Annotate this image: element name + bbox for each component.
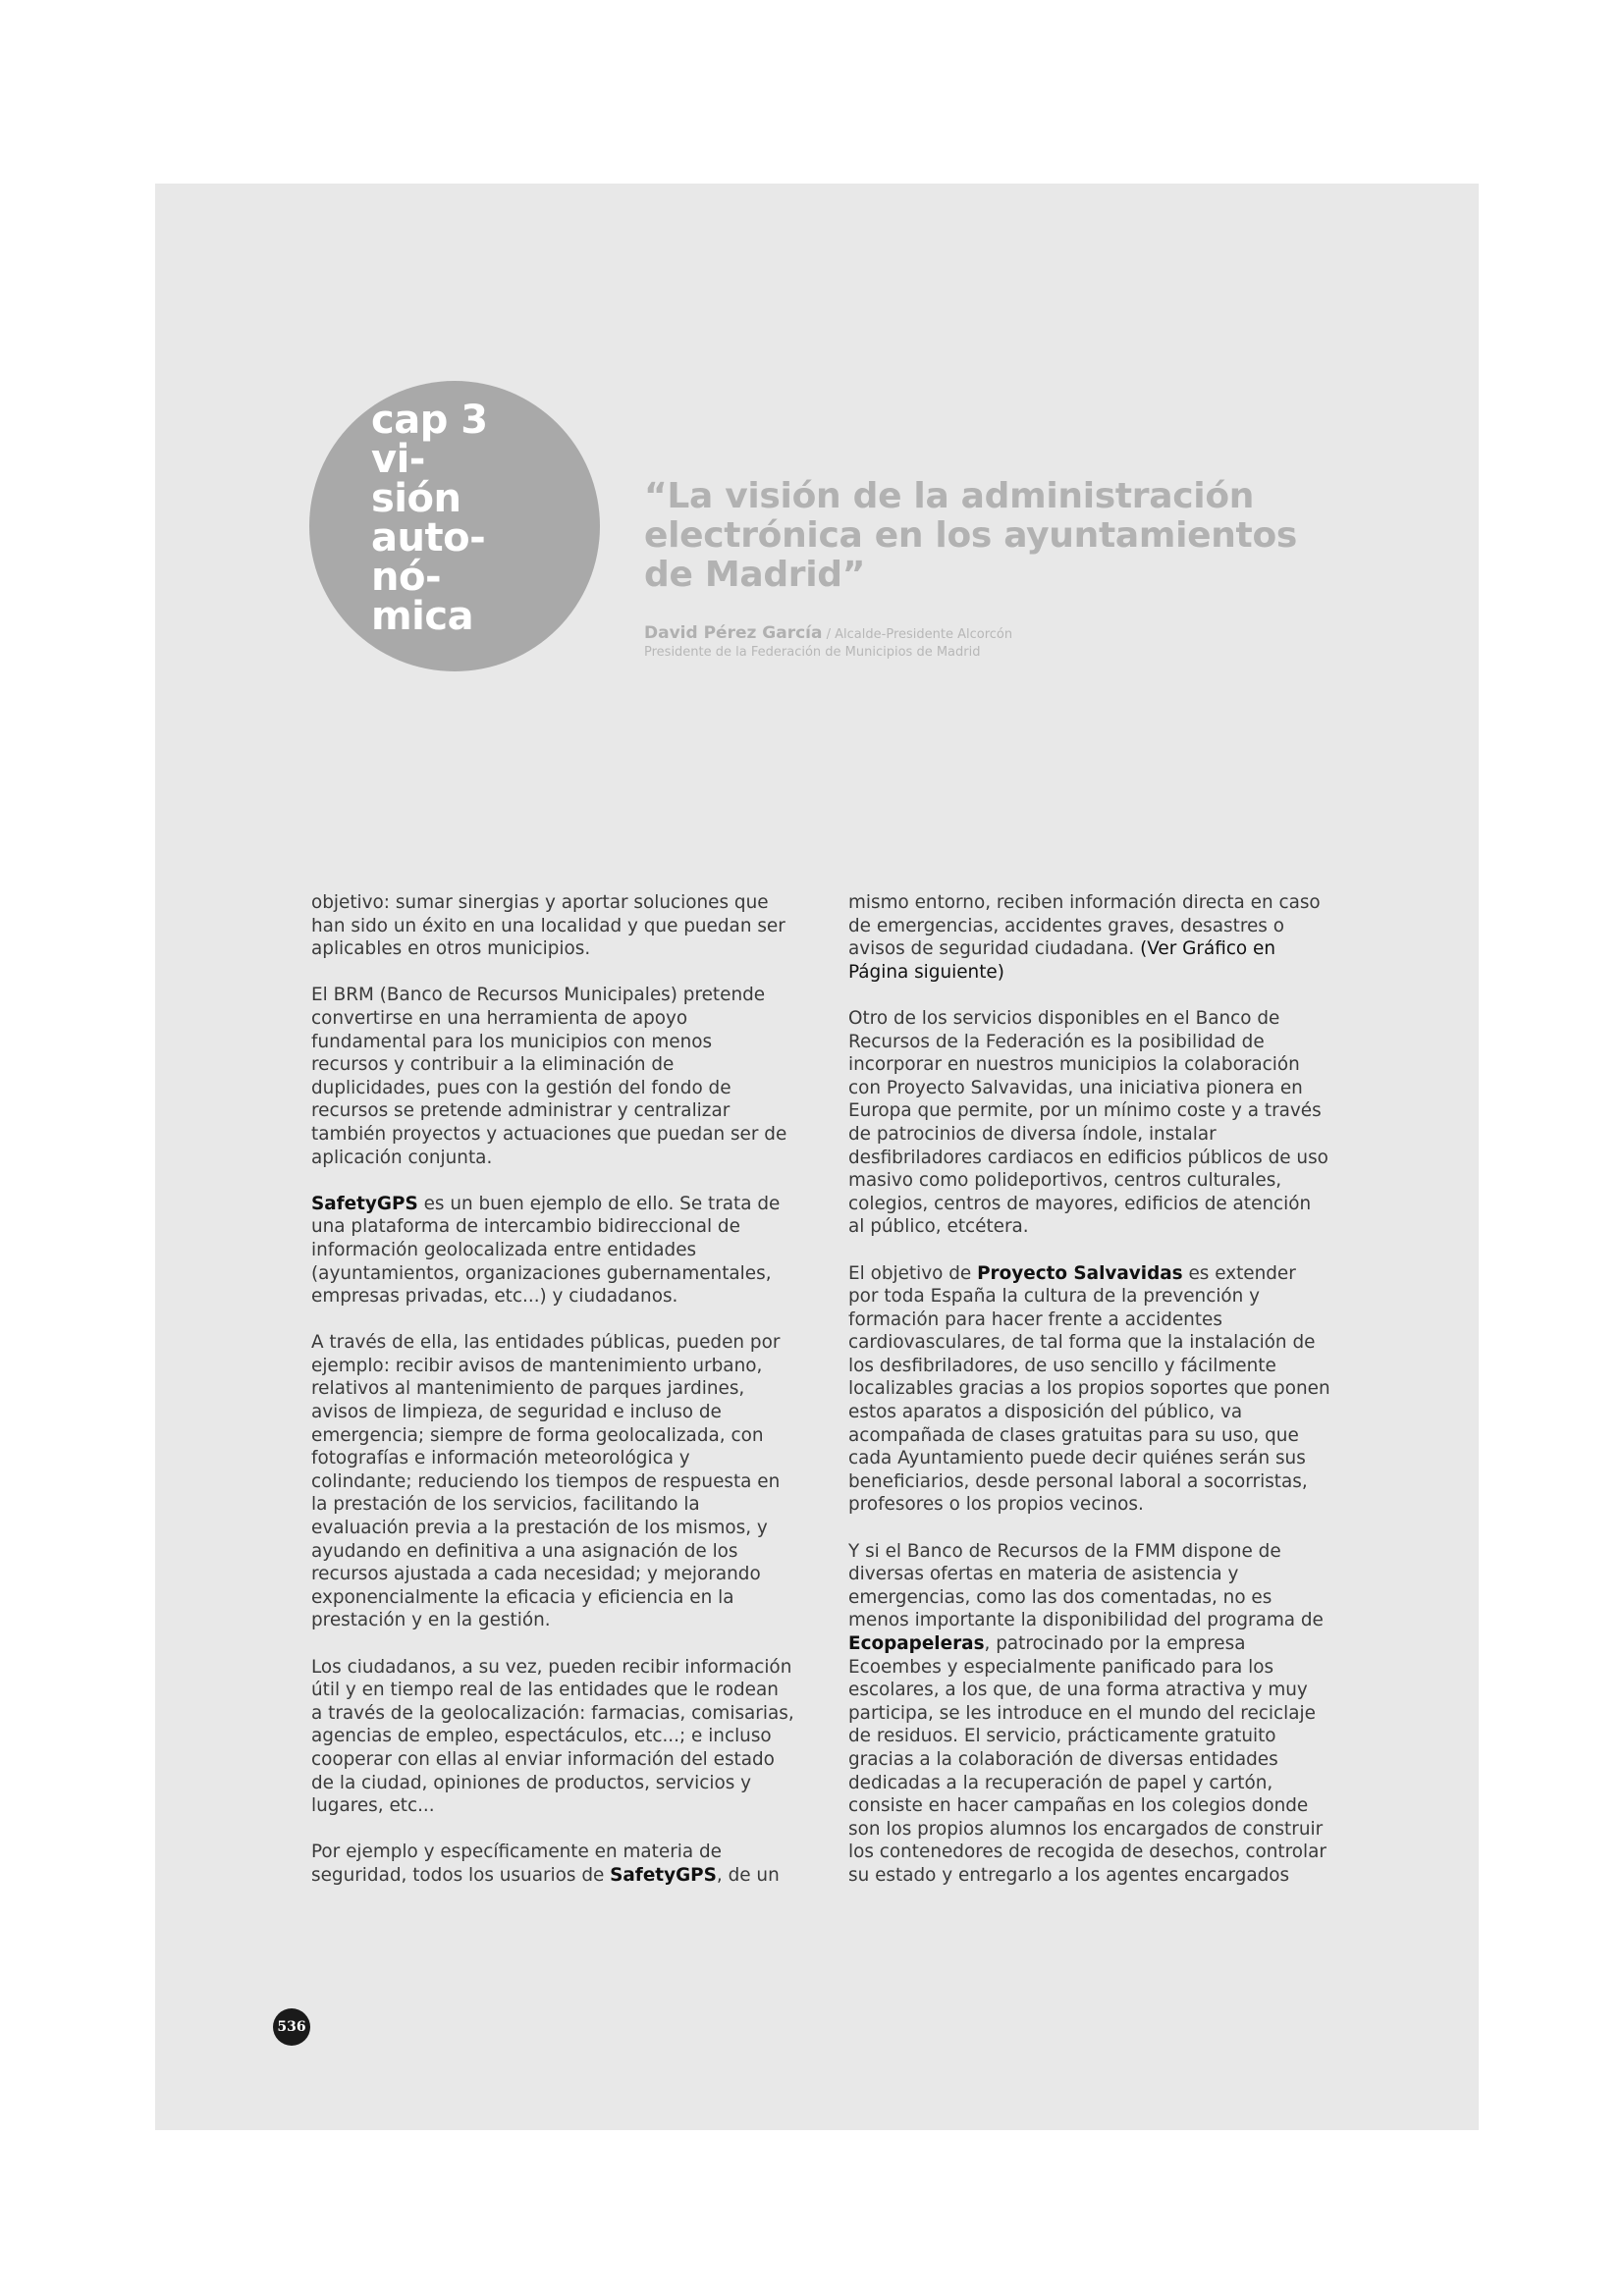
highlight-ecopapeleras: Ecopapeleras	[848, 1633, 985, 1654]
page-number: 536	[273, 2008, 310, 2046]
paragraph: Por ejemplo y específicamente en materia de seguridad, todos los usuarios de SafetyGPS, de un	[311, 1842, 780, 1886]
article-title: “La visión de la administración electrónica en los ayuntamientos de Madrid”	[644, 476, 1298, 595]
author-role-1: Alcalde-Presidente Alcorcón	[835, 627, 1013, 642]
paragraph: Los ciudadanos, a su vez, pueden recibir información útil y en tiempo real de las entidades que le rodean a través de la geolocalización: farmacias, comisarias, agencias de empleo, espectáculos, etc...; e incluso cooperar con ellas al enviar información del estado de la ciudad, opiniones de productos, servicios y lugares, etc...	[311, 1656, 794, 1817]
paragraph: El BRM (Banco de Recursos Municipales) pretende convertirse en una herramienta de apoyo fundamental para los municipios con menos recursos y contribuir a la eliminación de duplicidades, pues con la gestión del fondo de recursos se pretende administrar y centralizar también proyectos y actuaciones que puedan ser de aplicación conjunta.	[311, 985, 787, 1168]
chapter-label: cap 3 vi- sión auto- nó- mica	[371, 398, 488, 639]
paragraph: El objetivo de Proyecto Salvavidas es extender por toda España la cultura de la prevención y formación para hacer frente a accidentes cardiovasculares, de tal forma que la instalación de los desfibriladores, de uso sencillo y fácilmente localizables gracias a los propios soportes que ponen estos aparatos a disposición del público, va acompañada de clases gratuitas para su uso, que cada Ayuntamiento puede decir quiénes serán sus beneficiarios, desde personal laboral a socorristas, profesores o los propios vecinos.	[848, 1262, 1330, 1516]
byline	[644, 624, 1012, 662]
paragraph: A través de ella, las entidades públicas, pueden por ejemplo: recibir avisos de mantenimiento urbano, relativos al mantenimiento de parques jardines, avisos de limpieza, de seguridad e incluso de emergencia; siempre de forma geolocalizada, con fotografías e información meteorológica y colindante; reduciendo los tiempos de respuesta en la prestación de los servicios, facilitando la evaluación previa a la prestación de los mismos, y ayudando en definitiva a una asignación de los recursos ajustada a cada necesidad; y mejorando exponencialmente la eficacia y eficiencia en la prestación y en la gestión.	[311, 1332, 781, 1631]
highlight-safetygps: SafetyGPS	[311, 1193, 418, 1214]
highlight-proyecto-salvavidas: Proyecto Salvavidas	[977, 1262, 1183, 1284]
right-column	[848, 891, 1331, 1910]
highlight-safetygps: SafetyGPS	[610, 1864, 717, 1886]
figure-reference: (Ver Gráfico en Página siguiente)	[848, 938, 1276, 983]
paragraph: objetivo: sumar sinergias y aportar soluciones que han sido un éxito en una localidad y que puedan ser aplicables en otros municipios.	[311, 892, 785, 960]
paragraph: Otro de los servicios disponibles en el Banco de Recursos de la Federación es la posibilidad de incorporar en nuestros municipios la colaboración con Proyecto Salvavidas, una iniciativa pionera en Europa que permite, por un mínimo coste y a través de patrocinios de diversa índole, instalar desfibriladores cardiacos en edificios públicos de uso masivo como polideportivos, centros culturales, colegios, centros de mayores, edificios de atención al público, etcétera.	[848, 1007, 1328, 1238]
left-column	[311, 891, 794, 1910]
paragraph: Y si el Banco de Recursos de la FMM dispone de diversas ofertas en materia de asistencia y emergencias, como las dos comentadas, no es menos importante la disponibilidad del programa de Ecopapeleras, patrocinado por la empresa Ecoembes y especialmente panificado para los escolares, a los que, de una forma atractiva y muy participa, se les introduce en el mundo del reciclaje de residuos. El servicio, prácticamente gratuito gracias a la colaboración de diversas entidades dedicadas a la recuperación de papel y cartón, consiste en hacer campañas en los colegios donde son los propios alumnos los encargados de construir los contenedores de recogida de desechos, controlar su estado y entregarlo a los agentes encargados	[848, 1540, 1326, 1886]
author-role-2: Presidente de la Federación de Municipios de Madrid	[644, 645, 981, 660]
author-name: David Pérez García	[644, 623, 823, 643]
paragraph: mismo entorno, reciben información directa en caso de emergencias, accidentes graves, desastres o avisos de seguridad ciudadana. (Ver Gráfico en Página siguiente)	[848, 892, 1321, 983]
byline-separator: /	[826, 627, 832, 642]
paragraph: SafetyGPS es un buen ejemplo de ello. Se trata de una plataforma de intercambio bidireccional de información geolocalizada entre entidades (ayuntamientos, organizaciones gubernamentales, empresas privadas, etc...) y ciudadanos.	[311, 1193, 781, 1308]
